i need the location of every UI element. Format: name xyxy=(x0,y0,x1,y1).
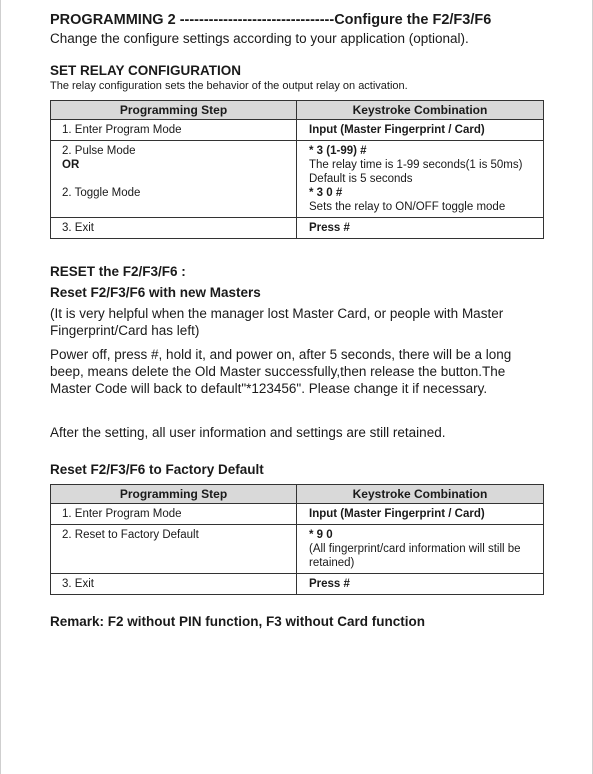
factory-heading: Reset F2/F3/F6 to Factory Default xyxy=(50,462,264,477)
factory-table xyxy=(50,484,544,595)
table-row xyxy=(51,525,544,574)
programming-title: PROGRAMMING 2 --------------------------------Configure the F2/F3/F6 xyxy=(50,12,492,28)
table-row xyxy=(51,120,544,141)
programming-subtitle: Change the configure settings according to your application (optional). xyxy=(50,31,469,46)
relay-table xyxy=(50,100,544,239)
relay-heading: SET RELAY CONFIGURATION xyxy=(50,63,242,78)
reset-heading: RESET the F2/F3/F6 : xyxy=(50,264,186,279)
relay-row2-toggle: 2. Toggle Mode xyxy=(62,187,141,199)
factory-header-step: Programming Step xyxy=(51,485,297,504)
relay-row1-step: 1. Enter Program Mode xyxy=(51,120,297,141)
table-row xyxy=(51,141,544,218)
reset-subheading: Reset F2/F3/F6 with new Masters xyxy=(50,285,261,300)
reset-para-3: After the setting, all user information and settings are still retained. xyxy=(50,425,446,440)
factory-header-keys: Keystroke Combination xyxy=(297,485,544,504)
table-row xyxy=(51,504,544,525)
relay-row2-pulse-note2: Default is 5 seconds xyxy=(309,173,413,185)
relay-header-keys: Keystroke Combination xyxy=(297,101,544,120)
factory-row2-note: (All fingerprint/card information will still be retained) xyxy=(309,543,521,569)
relay-row2-pulse-note1: The relay time is 1-99 seconds(1 is 50ms) xyxy=(309,159,523,171)
factory-row2-keys-cell xyxy=(297,525,544,574)
remark-note: Remark: F2 without PIN function, F3 without Card function xyxy=(50,614,425,629)
reset-para-1: (It is very helpful when the manager lost Master Card, or people with Master Fingerprint/Card has left) xyxy=(50,306,504,338)
relay-row2-toggle-keys: * 3 0 # xyxy=(309,187,343,199)
relay-row2-pulse: 2. Pulse Mode xyxy=(62,145,136,157)
relay-table-header xyxy=(51,101,544,120)
reset-para-2: Power off, press #, hold it, and power on, after 5 seconds, there will be a long beep, means delete the Old Master successfully,then release the button.The Master Code will back to default"*123456". Please change it if necessary. xyxy=(50,347,512,396)
table-row xyxy=(51,218,544,239)
relay-row2-step-cell xyxy=(51,141,297,218)
factory-table-header xyxy=(51,485,544,504)
factory-row2-keys: * 9 0 xyxy=(309,529,333,541)
relay-header-step: Programming Step xyxy=(51,101,297,120)
relay-row2-keys-cell xyxy=(297,141,544,218)
factory-row3-keys: Press # xyxy=(297,574,544,595)
relay-row1-keys: Input (Master Fingerprint / Card) xyxy=(297,120,544,141)
factory-row1-step: 1. Enter Program Mode xyxy=(51,504,297,525)
factory-row3-step: 3. Exit xyxy=(51,574,297,595)
relay-description: The relay configuration sets the behavior of the output relay on activation. xyxy=(50,80,408,92)
relay-row2-pulse-keys: * 3 (1-99) # xyxy=(309,145,367,157)
relay-row2-toggle-note: Sets the relay to ON/OFF toggle mode xyxy=(309,201,506,213)
factory-row1-keys: Input (Master Fingerprint / Card) xyxy=(297,504,544,525)
table-row xyxy=(51,574,544,595)
factory-row2-step: 2. Reset to Factory Default xyxy=(51,525,297,574)
page-edge-left xyxy=(0,0,1,774)
relay-row3-step: 3. Exit xyxy=(51,218,297,239)
relay-row3-keys: Press # xyxy=(297,218,544,239)
relay-row2-or: OR xyxy=(62,159,80,171)
